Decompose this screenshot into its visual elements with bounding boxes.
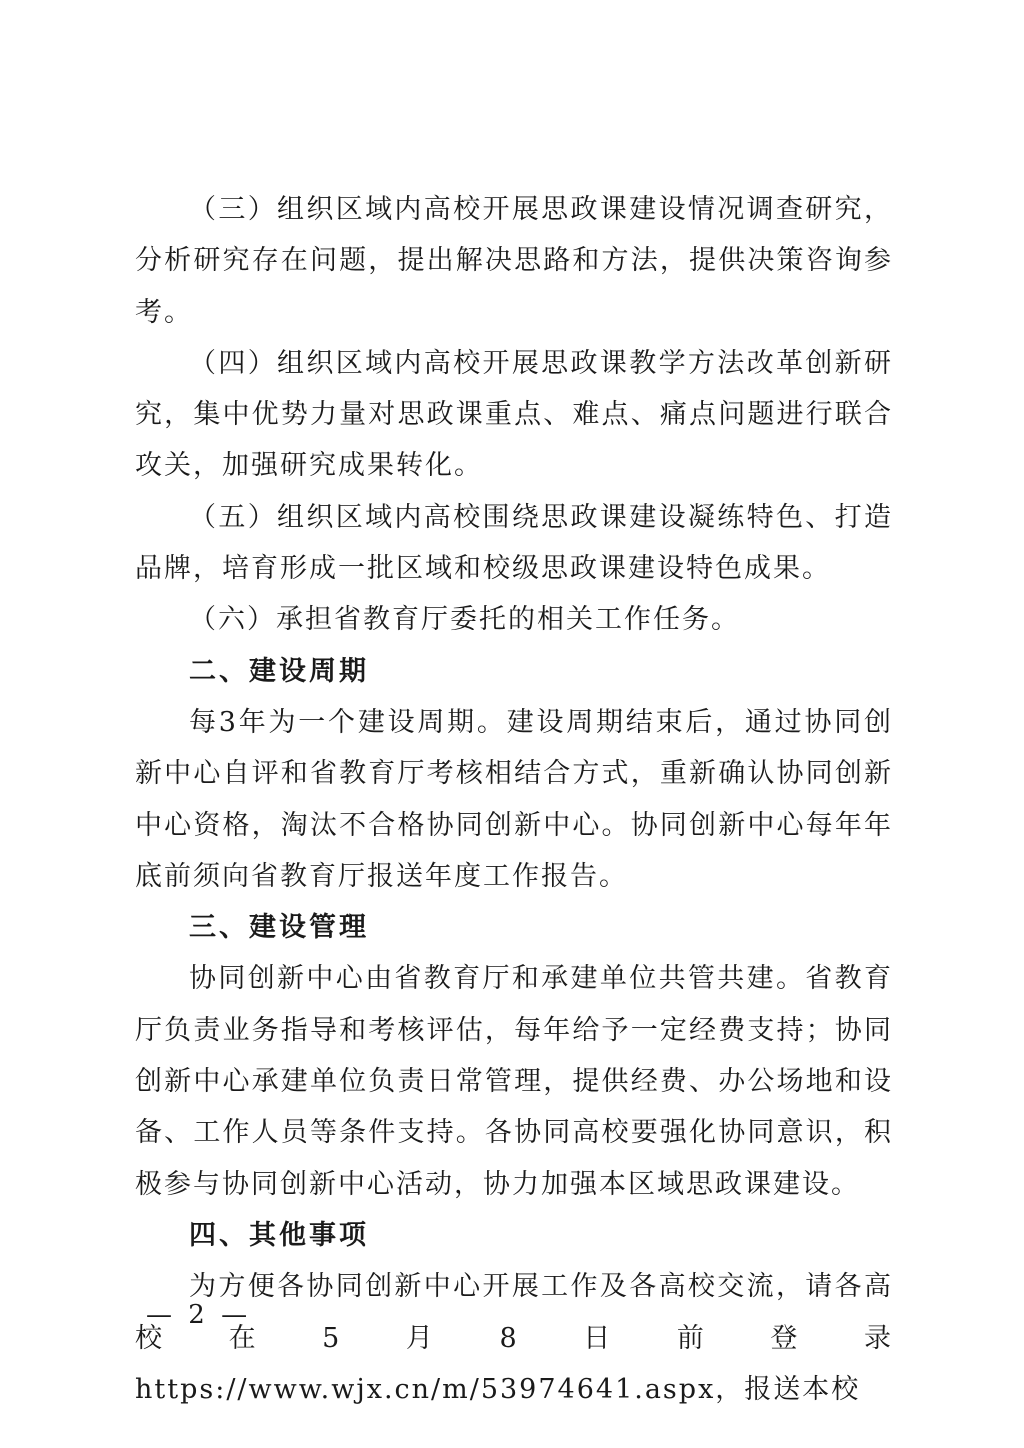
paragraph-item-5: （五）组织区域内高校围绕思政课建设凝练特色、打造品牌，培育形成一批区域和校级思政课建设特色成果。	[135, 501, 893, 585]
section-text-other-matters: 为方便各协同创新中心开展工作及各高校交流，请各高校在5月8日前登录https://www.wjx.cn/m/53974641.aspx，报送本校	[135, 1271, 893, 1405]
page-number: — 2 —	[146, 1300, 252, 1330]
document-body	[135, 184, 893, 1415]
section-heading-construction-cycle: 二、建设周期	[189, 655, 369, 687]
section-heading-construction-management: 三、建设管理	[189, 912, 369, 944]
section-text-construction-cycle: 每3年为一个建设周期。建设周期结束后，通过协同创新中心自评和省教育厅考核相结合方式，重新确认协同创新中心资格，淘汰不合格协同创新中心。协同创新中心每年年底前须向省教育厅报送年度工作报告。	[135, 706, 893, 892]
paragraph-item-4: （四）组织区域内高校开展思政课教学方法改革创新研究，集中优势力量对思政课重点、难点、痛点问题进行联合攻关，加强研究成果转化。	[135, 347, 893, 482]
paragraph-item-6: （六）承担省教育厅委托的相关工作任务。	[189, 604, 740, 636]
section-text-construction-management: 协同创新中心由省教育厅和承建单位共管共建。省教育厅负责业务指导和考核评估，每年给予一定经费支持；协同创新中心承建单位负责日常管理，提供经费、办公场地和设备、工作人员等条件支持。各协同高校要强化协同意识，积极参与协同创新中心活动，协力加强本区域思政课建设。	[135, 963, 893, 1200]
section-heading-other-matters: 四、其他事项	[189, 1219, 369, 1251]
paragraph-item-3: （三）组织区域内高校开展思政课建设情况调查研究，分析研究存在问题，提出解决思路和方法，提供决策咨询参考。	[135, 194, 893, 328]
